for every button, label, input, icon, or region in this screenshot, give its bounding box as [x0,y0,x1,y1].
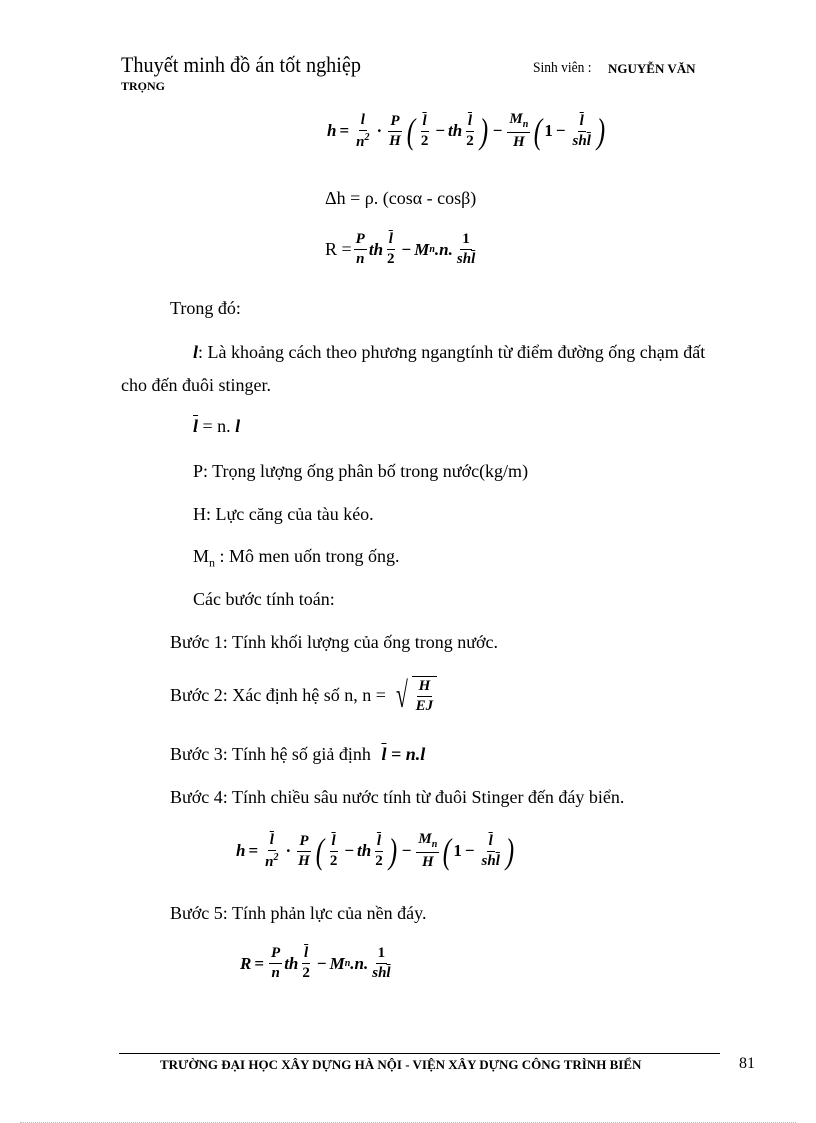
formula-h-top: h = $\frac{l}{n^2}$ · $\frac{P}{H}$ ( $\frac{\overline{l}}{2}$ − th $\frac{\overline{l}}{2}$ ) − $\frac{M_n}{H}$ ( 1 − $\frac{\overline{l}}{sh\overline{l}}$ ) [327,111,606,151]
l-symbol: l [193,342,199,362]
steps-title: Các bước tính toán: [193,589,335,609]
lbar-definition: $\overline{l} = n$. l [193,416,241,436]
l-definition-text: : Là khoảng cách theo phương ngangtính từ điểm đường ống chạm đất [198,342,706,362]
l-definition-line1 [193,342,705,363]
page-number: 81 [739,1055,755,1072]
step-2: Bước 2: Xác định hệ số n, n = √ $\frac{H}{EJ}$ [170,676,437,714]
header-student-name: NGUYỄN VĂN [608,61,696,76]
p-definition: P: Trọng lượng ống phân bố trong nước(kg/m) [193,461,529,481]
formula-h-lhs: h [327,121,337,140]
header-student-label: Sinh viên : [533,60,592,76]
formula-r-top: R = $\frac{P}{n}$ th $\frac{\overline{l}}{2}$ − M n .n. $\frac{1}{sh\overline{l}}$ [325,231,476,267]
l-definition-line2: cho đến đuôi stinger. [121,375,271,395]
step-3-text: Bước 3: Tính hệ số giả định [170,744,371,764]
lbar-definition-text: = n. [202,416,231,436]
formula-r-step5: R = $\frac{P}{n}$ th $\frac{\overline{l}}{2}$ − M n .n. $\frac{1}{sh\overline{l}}$ [240,945,391,981]
formula-delta-h: Δh = ρ. (cosα - cosβ) [325,188,477,208]
trong-do-label: Trong đó: [170,298,241,318]
header-title: Thuyết minh đồ án tốt nghiệp [121,52,362,77]
formula-r-lhs: R = [325,239,352,259]
step-4: Bước 4: Tính chiều sâu nước tính từ đuôi Stinger đến đáy biển. [170,787,625,807]
mn-definition: $M_n$ : Mô men uốn trong ống. [193,546,400,570]
step-5: Bước 5: Tính phản lực của nền đáy. [170,903,427,923]
footer-institution: TRƯỜNG ĐẠI HỌC XÂY DỰNG HÀ NỘI - VIỆN XÂY DỰNG CÔNG TRÌNH BIỂN [160,1057,642,1072]
footer-rule [119,1053,720,1054]
h-definition: H: Lực căng của tàu kéo. [193,504,374,524]
step-3: Bước 3: Tính hệ số giả định $\overline{l} = n.l$ [170,744,426,764]
step-1: Bước 1: Tính khối lượng của ống trong nước. [170,632,498,652]
step-2-text: Bước 2: Xác định hệ số n, n = [170,684,386,705]
formula-h-step4: h = $\frac{\overline{l}}{n^2}$ · $\frac{P}{H}$ ( $\frac{\overline{l}}{2}$ − th $\frac{\overline{l}}{2}$ ) − $\frac{M_n}{H}$ ( 1 − $\frac{\overline{l}}{sh\overline{l}}$ ) [236,831,515,871]
header-student-name-cont: TRỌNG [121,79,166,93]
